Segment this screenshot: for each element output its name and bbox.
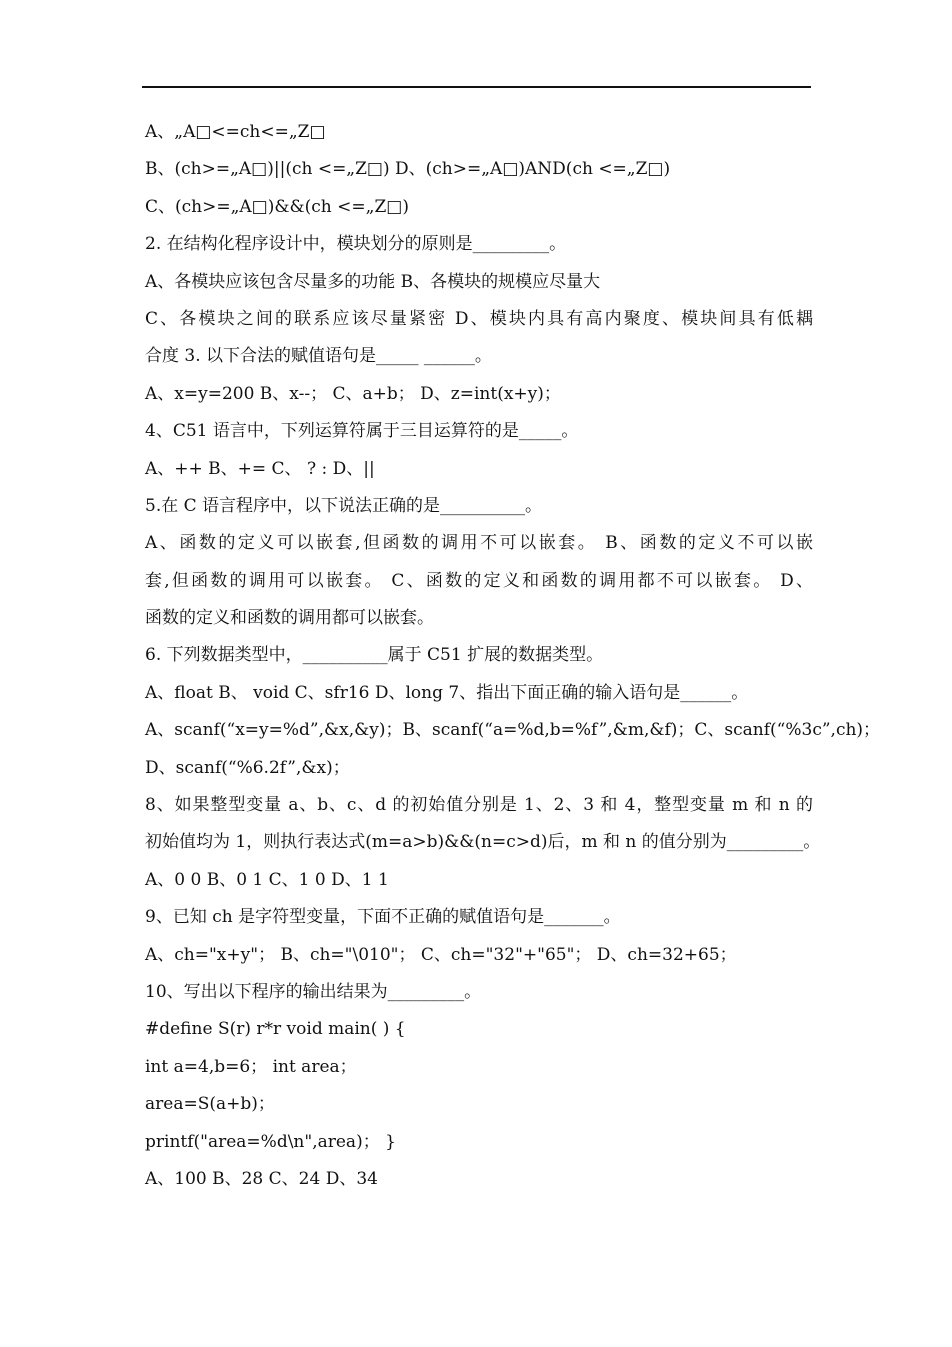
option-line-q8: A、0 0 B、0 1 C、1 0 D、1 1 [145, 869, 389, 890]
question-4: 4、C51 语言中，下列运算符属于三目运算符的是_____。 [145, 421, 579, 442]
document-body [145, 114, 881, 1198]
option-line-q7-d: D、scanf(“%6.2f”,&x)； [145, 757, 350, 778]
option-line-q1-c: C、(ch>=„A□)&&(ch <=„Z□) [145, 196, 409, 217]
header-rule [142, 86, 811, 88]
question-10: 10、写出以下程序的输出结果为_________。 [145, 981, 482, 1002]
option-line-q1-a: A、„A□<=ch<=„Z□ [145, 122, 326, 142]
question-5: 5.在 C 语言程序中，以下说法正确的是__________。 [145, 495, 543, 516]
code-line-4: printf("area=%d\n",area)； } [145, 1131, 396, 1152]
question-3: 合度 3. 以下合法的赋值语句是_____ ______。 [145, 346, 492, 367]
question-2: 2. 在结构化程序设计中，模块划分的原则是_________。 [145, 234, 567, 255]
option-line-q2-c-d: C、各模块之间的联系应该尽量紧密 D、模块内具有高内聚度、模块间具有低耦 [145, 308, 813, 329]
question-9: 9、已知 ch 是字符型变量，下面不正确的赋值语句是_______。 [145, 907, 621, 928]
option-line-q2-a-b: A、各模块应该包含尽量多的功能 B、各模块的规模应尽量大 [145, 271, 601, 292]
code-line-2: int a=4,b=6； int area； [145, 1056, 357, 1077]
option-line-q9: A、ch="x+y"； B、ch="\010"； C、ch="32"+"65"； D、ch=32+65； [145, 944, 737, 965]
option-line-q4: A、++ B、+= C、 ? : D、|| [145, 458, 375, 479]
option-line-q7-a-c: A、scanf(“x=y=%d”,&x,&y)；B、scanf(“a=%d,b=%f”,&m,&f)；C、scanf(“%3c”,ch)； [145, 720, 881, 741]
option-line-q10: A、100 B、28 C、24 D、34 [145, 1168, 378, 1189]
question-6: 6. 下列数据类型中，__________属于 C51 扩展的数据类型。 [145, 645, 604, 666]
question-8-line-1: 8、如果整型变量 a、b、c、d 的初始值分别是 1、2、3 和 4，整型变量 m 和 n 的 [145, 795, 813, 816]
option-line-q6-question-7: A、float B、 void C、sfr16 D、long 7、指出下面正确的输入语句是______。 [145, 682, 749, 703]
option-line-q5-b-c-d: 套,但函数的调用可以嵌套。 C、函数的定义和函数的调用都不可以嵌套。 D、 [145, 570, 813, 591]
option-line-q5-d: 函数的定义和函数的调用都可以嵌套。 [145, 608, 434, 629]
code-line-3: area=S(a+b)； [145, 1094, 275, 1115]
question-8-line-2: 初始值均为 1，则执行表达式(m=a>b)&&(n=c>d)后，m 和 n 的值分别为_________。 [145, 832, 821, 853]
option-line-q3: A、x=y=200 B、x--； C、a+b； D、z=int(x+y)； [145, 383, 561, 404]
option-line-q1-b-d: B、(ch>=„A□)||(ch <=„Z□) D、(ch>=„A□)AND(ch <=„Z□) [145, 159, 671, 180]
option-line-q5-a-b: A、函数的定义可以嵌套,但函数的调用不可以嵌套。 B、函数的定义不可以嵌 [145, 533, 813, 554]
code-line-1: #define S(r) r*r void main( ) { [145, 1019, 406, 1040]
